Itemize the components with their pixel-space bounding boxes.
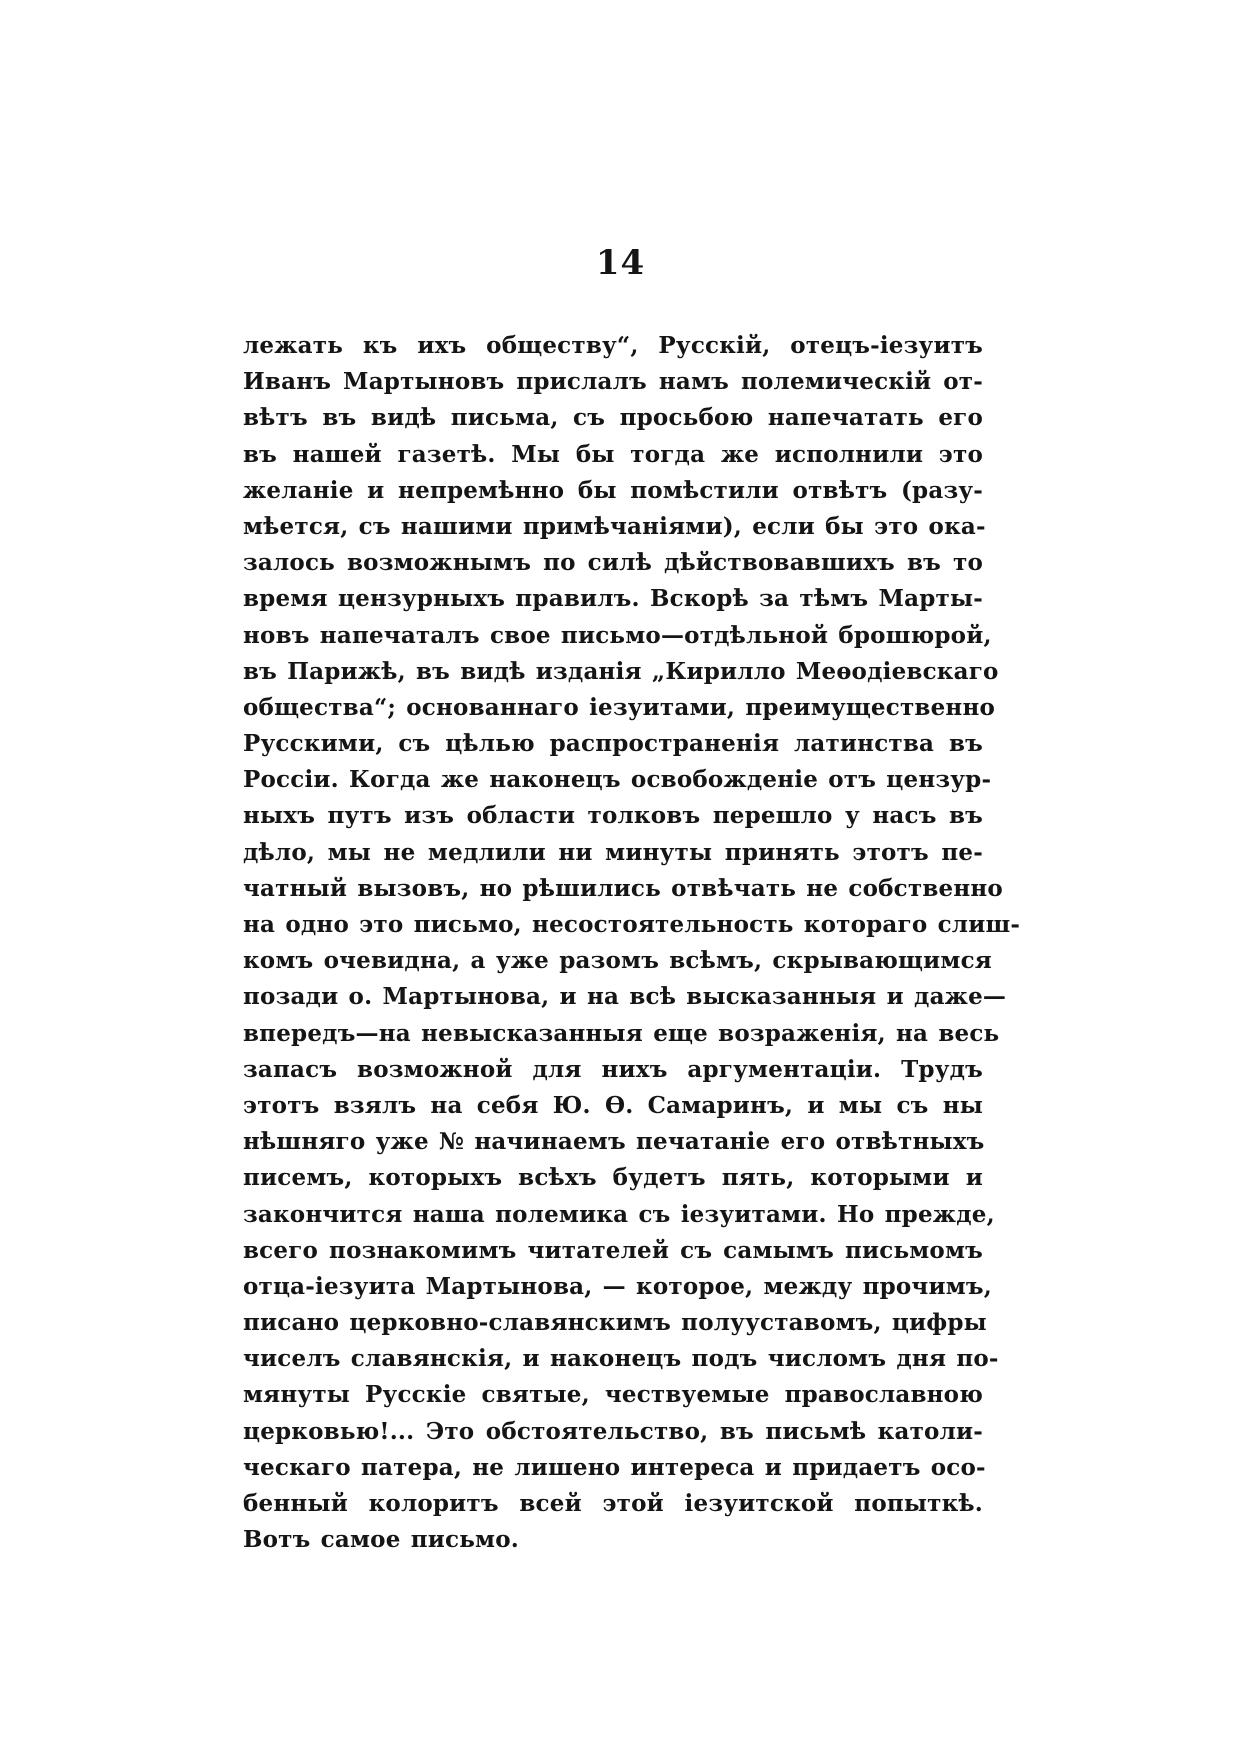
text-line: Русскими, съ цѣлью распространенія латинства въ <box>243 730 983 758</box>
text-line: общества“; основаннаго іезуитами, преимущественно <box>243 693 996 721</box>
text-line: залось возможнымъ по силѣ дѣйствовавшихъ въ то <box>243 549 983 577</box>
text-line: нѣшняго уже № начинаемъ печатаніе его отвѣтныхъ <box>243 1128 985 1156</box>
text-line: ческаго патера, не лишено интереса и придаетъ осо- <box>243 1453 986 1481</box>
text-line: новъ напечаталъ свое письмо—отдѣльной брошюрой, <box>243 621 992 649</box>
text-line: церковью!... Это обстоятельство, въ письмѣ католи- <box>243 1417 983 1445</box>
text-line: лежать къ ихъ обществу“, Русскій, отецъ-іезуитъ <box>243 332 983 359</box>
text-line: впередъ—на невысказанныя еще возраженія, на весь <box>243 1019 1000 1047</box>
body-text <box>243 328 1021 1558</box>
text-line: комъ очевидна, а уже разомъ всѣмъ, скрывающимся <box>243 947 992 975</box>
text-line: вѣтъ въ видѣ письма, съ просьбою напечатать его <box>243 404 983 432</box>
text-line: закончится наша полемика съ іезуитами. Но прежде, <box>243 1200 995 1228</box>
text-line: мѣется, съ нашими примѣчаніями), если бы это ока- <box>243 512 986 540</box>
text-line: всего познакомимъ читателей съ самымъ письмомъ <box>243 1236 983 1264</box>
text-line: желаніе и непремѣнно бы помѣстили отвѣтъ (разу- <box>243 476 983 504</box>
text-line: запасъ возможной для нихъ аргументаціи. Трудъ <box>243 1055 983 1083</box>
text-line-last: Вотъ самое письмо. <box>243 1526 519 1554</box>
text-line: бенный колоритъ всей этой іезуитской попыткѣ. <box>243 1490 983 1517</box>
text-line: чатный вызовъ, но рѣшились отвѣчать не собственно <box>243 874 1003 902</box>
text-line: Иванъ Мартыновъ прислалъ намъ полемическій от- <box>243 368 983 396</box>
text-line: дѣло, мы не медлили ни минуты принять этотъ пе- <box>243 838 983 866</box>
text-line: отца-іезуита Мартынова, — которое, между прочимъ, <box>243 1272 992 1300</box>
text-line: этотъ взялъ на себя Ю. Ѳ. Самаринъ, и мы съ ны <box>243 1091 983 1119</box>
text-line: чиселъ славянскія, и наконецъ подъ числомъ дня по- <box>243 1345 999 1373</box>
text-line: въ Парижѣ, въ видѣ изданія „Кирилло Меѳодіевскаго <box>243 657 999 685</box>
text-line: на одно это письмо, несостоятельность котораго слиш- <box>243 911 1021 938</box>
text-line: въ нашей газетѣ. Мы бы тогда же исполнили это <box>243 440 983 468</box>
text-line: время цензурныхъ правилъ. Вскорѣ за тѣмъ Марты- <box>243 585 983 613</box>
text-line: мянуты Русскіе святые, чествуемые православною <box>243 1381 983 1409</box>
text-line: ныхъ путъ изъ области толковъ перешло у насъ въ <box>243 802 983 830</box>
text-line: писемъ, которыхъ всѣхъ будетъ пять, которыми и <box>243 1164 983 1192</box>
text-line: Россіи. Когда же наконецъ освобожденіе отъ цензур- <box>243 766 992 794</box>
page-number: 14 <box>595 243 646 283</box>
text-line: писано церковно-славянскимъ полууставомъ, цифры <box>243 1309 987 1337</box>
text-line: позади о. Мартынова, и на всѣ высказанныя и даже— <box>243 983 1007 1011</box>
